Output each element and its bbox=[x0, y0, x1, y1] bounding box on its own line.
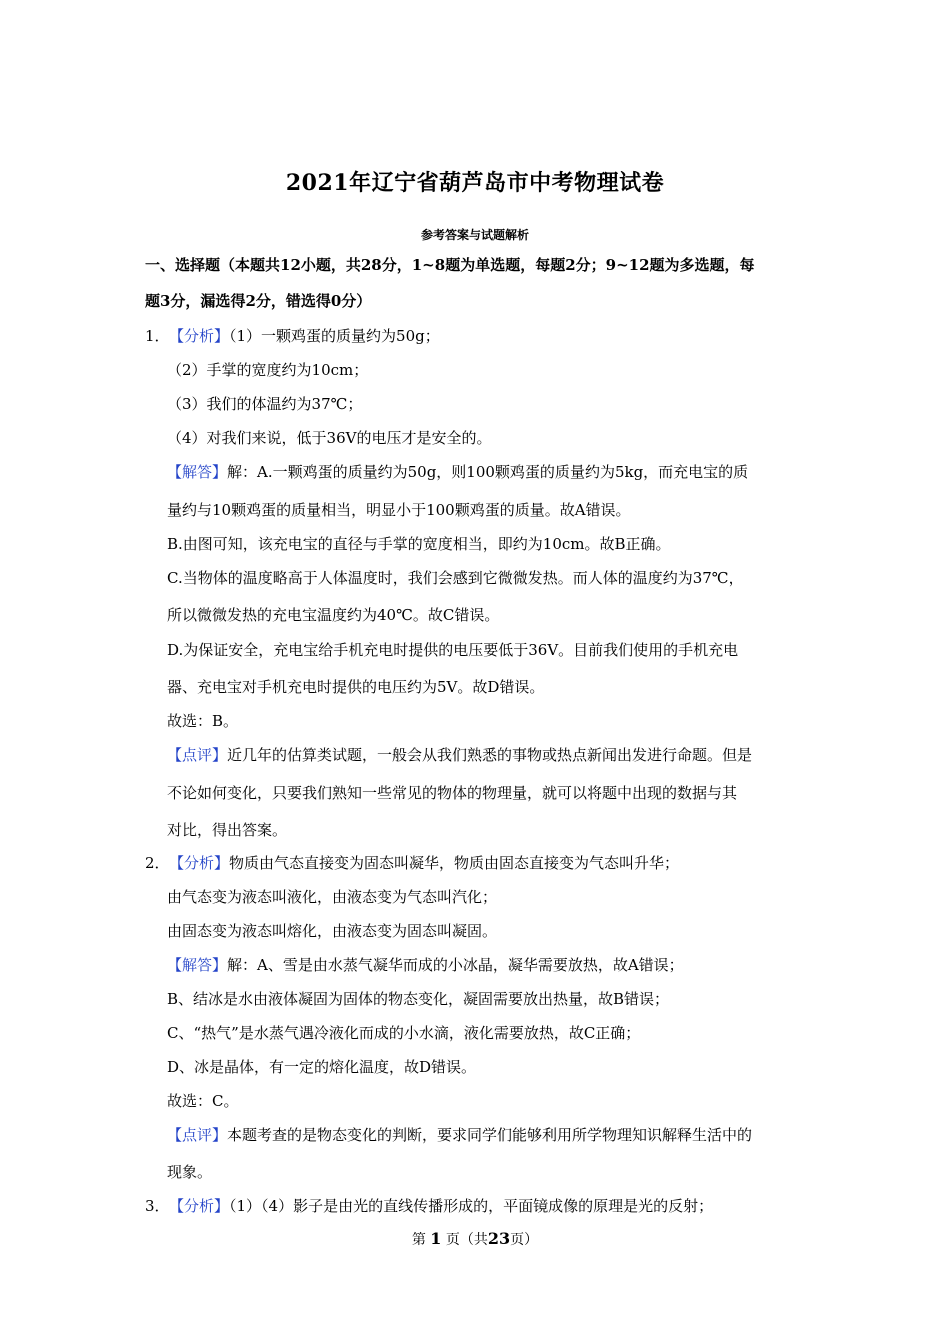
page-subtitle: 参考答案与试题解析 bbox=[420, 228, 529, 242]
answer-text: 解：A、雪是由水蒸气凝华而成的小冰晶，凝华需要放热，故A错误； bbox=[227, 956, 684, 974]
answer-line: B.由图可知，该充电宝的直径与手掌的宽度相当，即约为10cm。故B正确。 bbox=[167, 535, 671, 553]
question-2-analysis bbox=[145, 853, 795, 873]
section-heading-continued: 题3分，漏选得2分，错选得0分） bbox=[145, 292, 372, 310]
comment-line: 对比，得出答案。 bbox=[167, 821, 288, 839]
section-heading: 一、选择题（本题共12小题，共28分，1~8题为单选题，每题2分；9~12题为多选题，每 bbox=[145, 256, 755, 274]
analysis-tag: 【分析】 bbox=[169, 1197, 230, 1215]
answer-choice: 故选：B。 bbox=[167, 712, 239, 730]
footer-suffix: 页） bbox=[510, 1232, 539, 1248]
answer-line: 量约与10颗鸡蛋的质量相当，明显小于100颗鸡蛋的质量。故A错误。 bbox=[167, 501, 631, 519]
question-1-comment bbox=[167, 745, 817, 765]
analysis-line: （2）手掌的宽度约为10cm； bbox=[167, 361, 369, 379]
page-number: 1 bbox=[430, 1229, 442, 1248]
analysis-line: 由气态变为液态叫液化，由液态变为气态叫汽化； bbox=[167, 888, 498, 906]
analysis-tag: 【分析】 bbox=[169, 854, 230, 872]
answer-line: 器、充电宝对手机充电时提供的电压约为5V。故D错误。 bbox=[167, 678, 545, 696]
analysis-text: （1）一颗鸡蛋的质量约为50g； bbox=[229, 327, 440, 345]
footer-prefix: 第 bbox=[411, 1232, 426, 1248]
total-pages: 23 bbox=[487, 1229, 511, 1248]
comment-line: 不论如何变化，只要我们熟知一些常见的物体的物理量，就可以将题中出现的数据与其 bbox=[167, 784, 738, 802]
question-2-answer bbox=[167, 955, 817, 975]
answer-text: 解：A.一颗鸡蛋的质量约为50g，则100颗鸡蛋的质量约为5kg，而充电宝的质 bbox=[227, 463, 749, 481]
comment-tag: 【点评】 bbox=[167, 1126, 228, 1144]
answer-line: C、“热气”是水蒸气遇冷液化而成的小水滴，液化需要放热，故C正确； bbox=[167, 1024, 641, 1042]
page-footer bbox=[0, 1229, 950, 1249]
page-title: 2021年辽宁省葫芦岛市中考物理试卷 bbox=[285, 170, 665, 196]
analysis-text: 物质由气态直接变为固态叫凝华，物质由固态直接变为气态叫升华； bbox=[229, 854, 680, 872]
answer-line: D.为保证安全，充电宝给手机充电时提供的电压要低于36V。目前我们使用的手机充电 bbox=[167, 641, 739, 659]
question-number: 1． bbox=[145, 327, 170, 345]
analysis-line: （3）我们的体温约为37℃； bbox=[167, 395, 363, 413]
analysis-line: 由固态变为液态叫熔化，由液态变为固态叫凝固。 bbox=[167, 922, 498, 940]
answer-line: B、结冰是水由液体凝固为固体的物态变化，凝固需要放出热量，故B错误； bbox=[167, 990, 670, 1008]
analysis-tag: 【分析】 bbox=[169, 327, 230, 345]
comment-text: 近几年的估算类试题，一般会从我们熟悉的事物或热点新闻出发进行命题。但是 bbox=[227, 746, 753, 764]
comment-text: 本题考查的是物态变化的判断，要求同学们能够利用所学物理知识解释生活中的 bbox=[227, 1126, 753, 1144]
question-2-comment bbox=[167, 1125, 817, 1145]
answer-line: 所以微微发热的充电宝温度约为40℃。故C错误。 bbox=[167, 606, 500, 624]
analysis-line: （4）对我们来说，低于36V的电压才是安全的。 bbox=[167, 429, 492, 447]
comment-line: 现象。 bbox=[167, 1163, 213, 1181]
question-number: 2． bbox=[145, 854, 170, 872]
question-1-answer bbox=[167, 462, 817, 482]
question-1-analysis bbox=[145, 326, 795, 346]
comment-tag: 【点评】 bbox=[167, 746, 228, 764]
answer-line: D、冰是晶体，有一定的熔化温度，故D错误。 bbox=[167, 1058, 477, 1076]
question-number: 3． bbox=[145, 1197, 170, 1215]
answer-tag: 【解答】 bbox=[167, 463, 228, 481]
answer-line: C.当物体的温度略高于人体温度时，我们会感到它微微发热。而人体的温度约为37℃， bbox=[167, 569, 744, 587]
analysis-text: （1）（4）影子是由光的直线传播形成的，平面镜成像的原理是光的反射； bbox=[229, 1197, 714, 1215]
answer-tag: 【解答】 bbox=[167, 956, 228, 974]
answer-choice: 故选：C。 bbox=[167, 1092, 239, 1110]
footer-middle: 页（共 bbox=[445, 1232, 488, 1248]
question-3-analysis bbox=[145, 1196, 795, 1216]
